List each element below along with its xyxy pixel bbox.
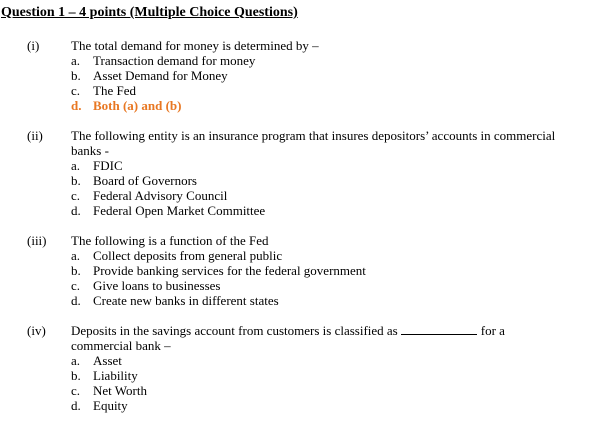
option-letter: a. bbox=[71, 53, 81, 68]
option-b bbox=[71, 68, 228, 83]
option-text: Federal Open Market Committee bbox=[93, 203, 266, 218]
option-text: Create new banks in different states bbox=[93, 293, 279, 308]
option-letter: a. bbox=[71, 353, 81, 368]
option-text: Liability bbox=[93, 368, 138, 383]
option-d bbox=[71, 203, 265, 218]
option-text: Give loans to businesses bbox=[93, 278, 221, 293]
option-letter: d. bbox=[71, 293, 81, 308]
stem-tail: for a bbox=[480, 323, 505, 338]
question-number: (ii) bbox=[27, 128, 43, 143]
page-heading: Question 1 – 4 points (Multiple Choice Questions) bbox=[1, 5, 298, 20]
option-text: FDIC bbox=[93, 158, 123, 173]
question-number: (iv) bbox=[27, 323, 46, 338]
option-a bbox=[71, 248, 282, 263]
option-text: Asset bbox=[93, 353, 122, 368]
stem-text: Deposits in the savings account from customers is classified as bbox=[71, 323, 398, 338]
question-stem bbox=[71, 323, 601, 353]
option-text: Asset Demand for Money bbox=[93, 68, 228, 83]
option-letter: b. bbox=[71, 368, 81, 383]
option-letter: d. bbox=[71, 98, 82, 113]
option-c bbox=[71, 383, 147, 398]
option-a bbox=[71, 53, 255, 68]
option-letter: b. bbox=[71, 173, 81, 188]
option-text: Federal Advisory Council bbox=[93, 188, 228, 203]
answer-blank bbox=[401, 323, 477, 335]
option-text: Transaction demand for money bbox=[93, 53, 256, 68]
stem-line: The following entity is an insurance program that insures depositors’ accounts in commercial bbox=[71, 128, 556, 143]
option-a bbox=[71, 353, 122, 368]
option-letter: d. bbox=[71, 398, 81, 413]
option-b bbox=[71, 263, 366, 278]
option-c bbox=[71, 278, 220, 293]
option-b bbox=[71, 173, 197, 188]
option-text: Provide banking services for the federal government bbox=[93, 263, 366, 278]
option-d-correct bbox=[71, 98, 182, 113]
question-number: (i) bbox=[27, 38, 40, 53]
option-d bbox=[71, 293, 279, 308]
option-letter: a. bbox=[71, 158, 81, 173]
option-letter: b. bbox=[71, 68, 81, 83]
option-letter: c. bbox=[71, 383, 81, 398]
option-text: The Fed bbox=[93, 83, 136, 98]
option-d bbox=[71, 398, 128, 413]
question-stem: The following is a function of the Fed bbox=[71, 233, 269, 248]
option-letter: c. bbox=[71, 188, 81, 203]
option-b bbox=[71, 368, 138, 383]
option-c bbox=[71, 188, 227, 203]
question-stem: The total demand for money is determined by – bbox=[71, 38, 319, 53]
stem-line bbox=[71, 323, 601, 338]
option-text: Equity bbox=[93, 398, 128, 413]
option-letter: d. bbox=[71, 203, 81, 218]
option-letter: c. bbox=[71, 83, 81, 98]
question-stem bbox=[71, 128, 591, 158]
option-c bbox=[71, 83, 136, 98]
option-letter: a. bbox=[71, 248, 81, 263]
stem-line: banks - bbox=[71, 143, 109, 158]
question-number: (iii) bbox=[27, 233, 47, 248]
option-text: Board of Governors bbox=[93, 173, 197, 188]
option-text: Collect deposits from general public bbox=[93, 248, 283, 263]
option-a bbox=[71, 158, 123, 173]
option-letter: b. bbox=[71, 263, 81, 278]
option-text: Both (a) and (b) bbox=[93, 98, 182, 113]
option-letter: c. bbox=[71, 278, 81, 293]
stem-line: commercial bank – bbox=[71, 338, 171, 353]
option-text: Net Worth bbox=[93, 383, 147, 398]
